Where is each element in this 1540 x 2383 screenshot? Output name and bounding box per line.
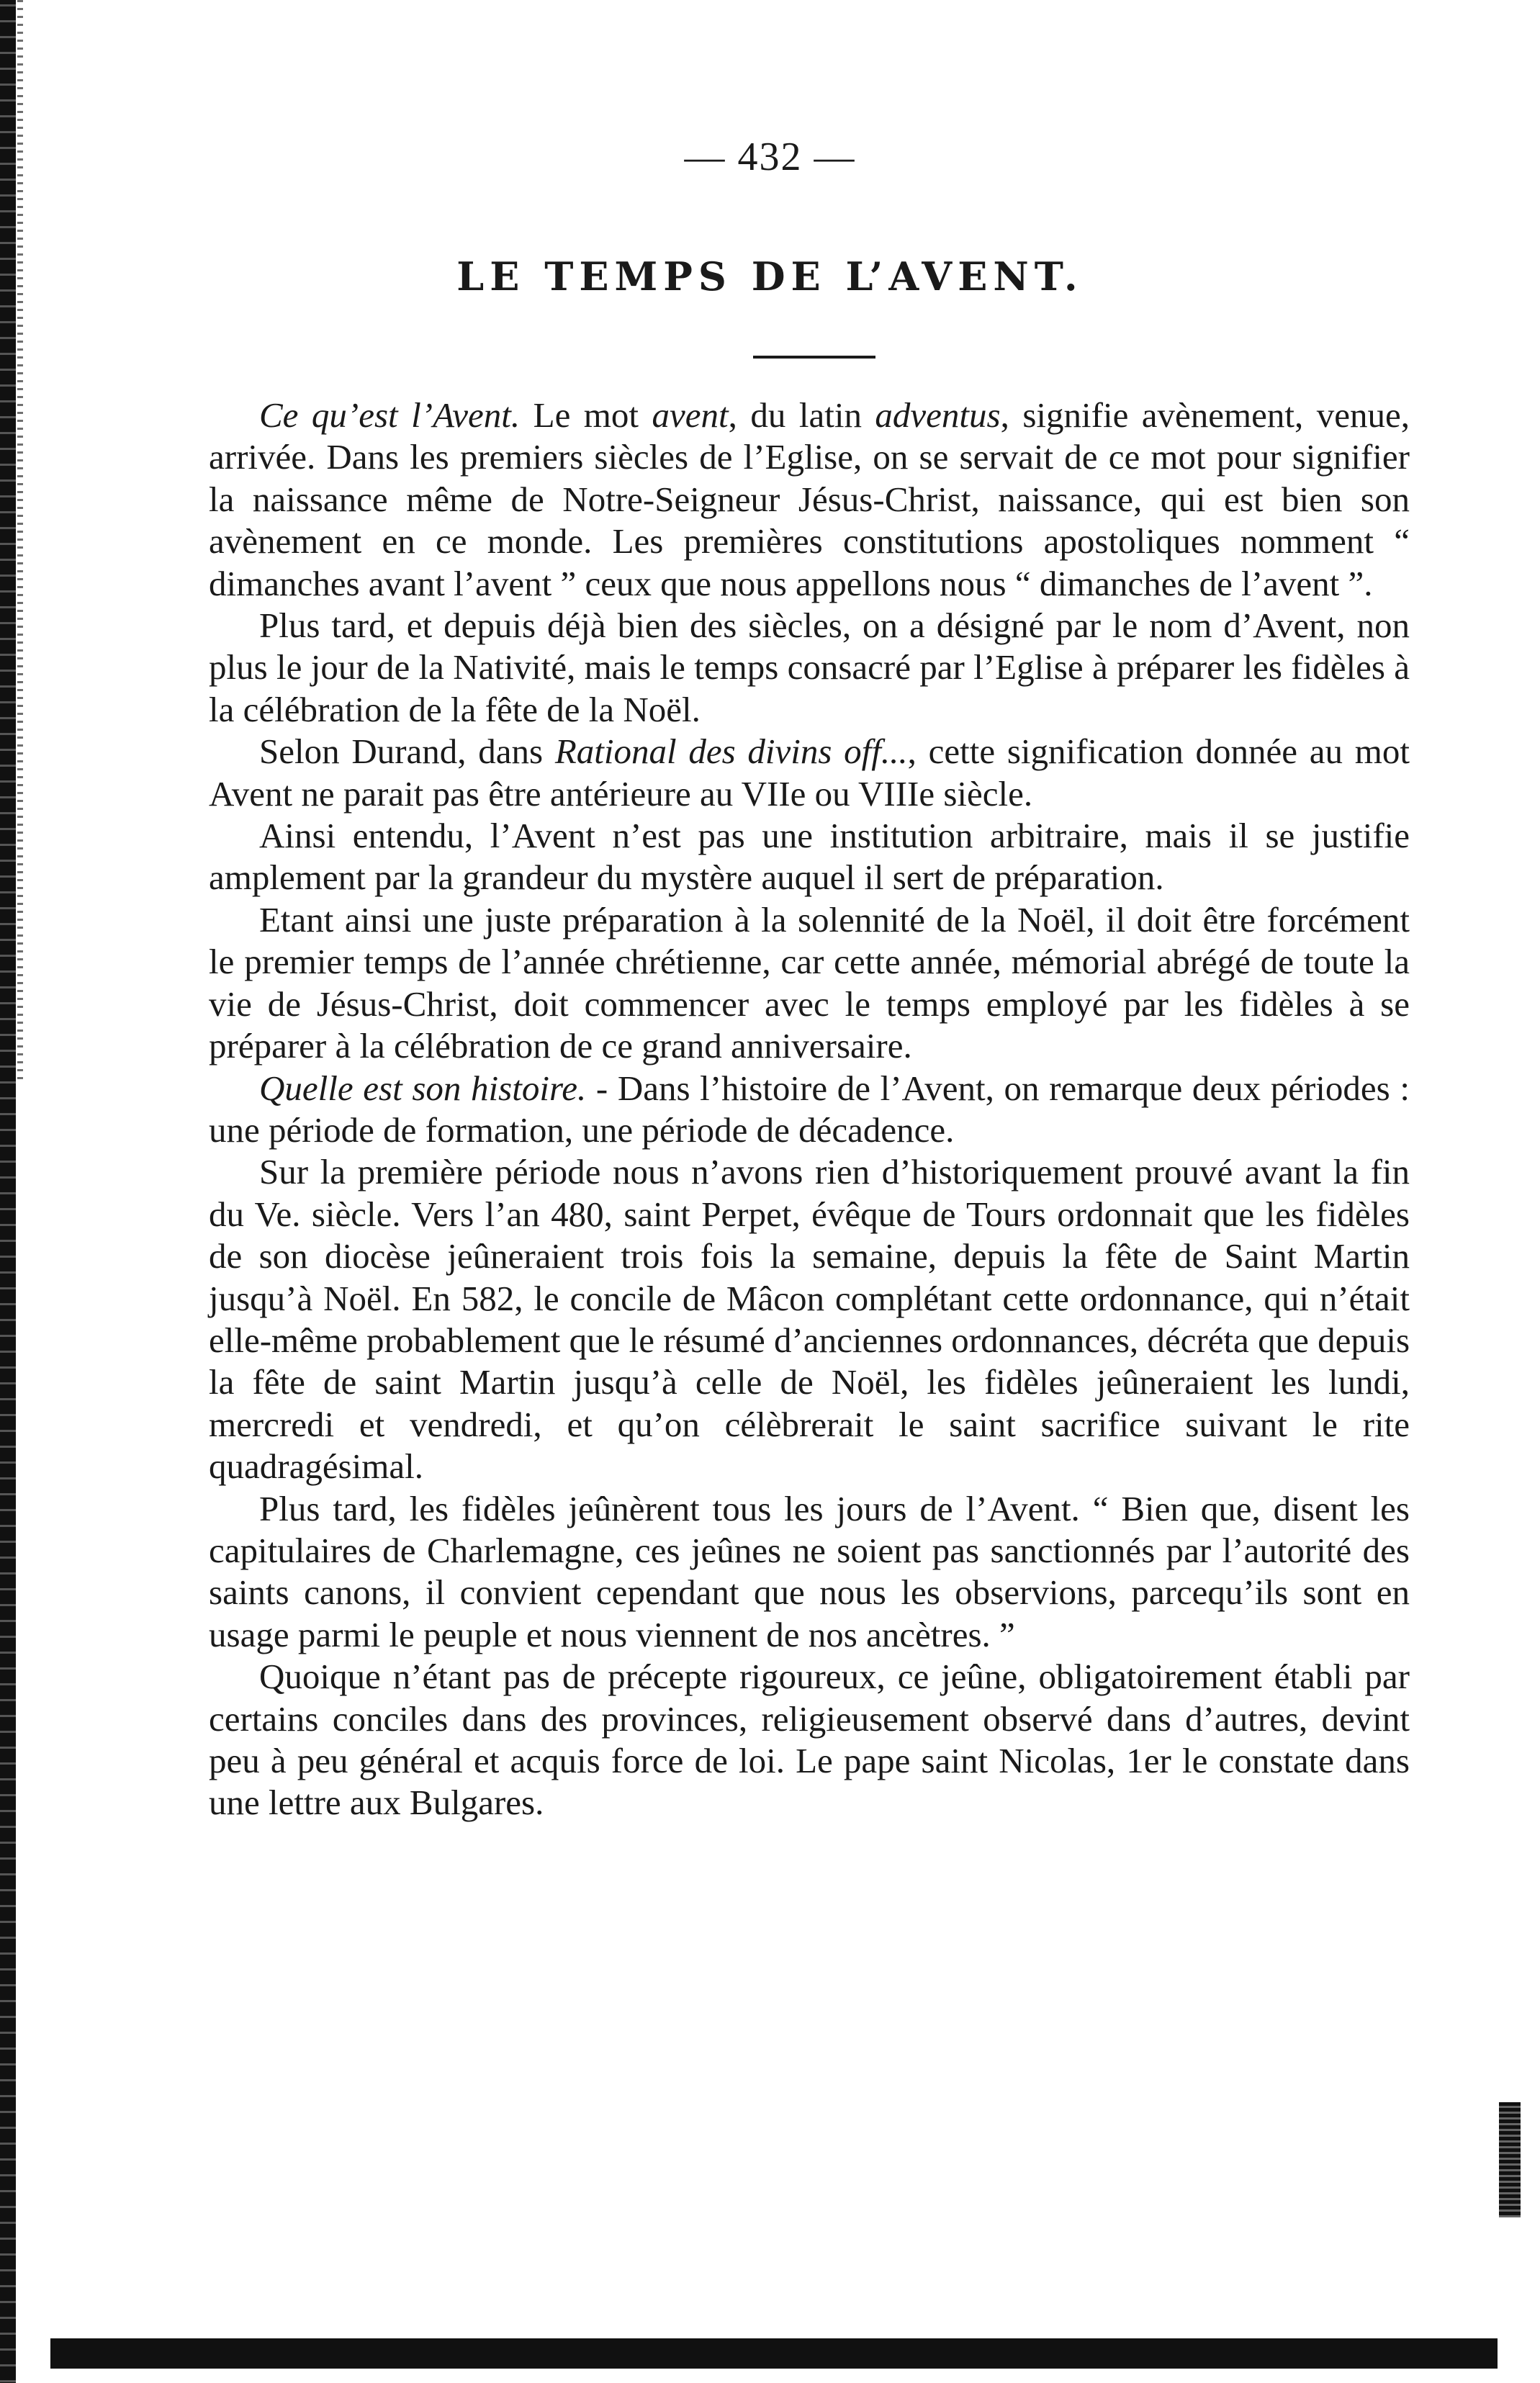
paragraph-history — [209, 1068, 1410, 1152]
title-divider — [753, 356, 875, 359]
paragraph-text: - Dans l’histoire de l’Avent, on remarque deux périodes : une période de formation, une période de décadence. — [209, 1068, 1410, 1150]
paragraph-first-period: Sur la première période nous n’avons rien d’historiquement prouvé avant la fin du Ve. siècle. Vers l’an 480, saint Perpet, évêque de Tours ordonnait que les fidèles de son diocèse jeûneraient trois fois la semaine, depuis la fête de Saint Martin jusqu’à Noël. En 582, le concile de Mâcon complétant cette ordonnance, qui n’était elle-même probablement que le résumé d’anciennes ordonnances, décréta que depuis la fête de saint Martin jusqu’à celle de Noël, les fidèles jeûneraient les lundi, mercredi et vendredi, et qu’on célèbrerait le saint sacrifice suivant le rite quadragésimal. — [209, 1152, 1410, 1487]
paragraph-text: , cette signification donnée au mot Avent ne parait pas être antérieure au VIIe ou VIIIe siècle. — [209, 731, 1410, 814]
body-text — [209, 395, 1410, 1824]
paragraph-nativity: Plus tard, et depuis déjà bien des siècles, on a désigné par le nom d’Avent, non plus le jour de la Nativité, mais le temps consacré par l’Eglise à préparer les fidèles à la célébration de la fête de la Noël. — [209, 605, 1410, 729]
scan-bottom-edge — [50, 2338, 1498, 2369]
paragraph-text: Le mot — [520, 395, 652, 435]
page-number: — 432 — — [684, 135, 856, 179]
paragraph-preparation: Etant ainsi une juste préparation à la solennité de la Noël, il doit être forcément le premier temps de l’année chrétienne, car cette année, mémorial abrégé de toute la vie de Jésus-Christ, doit commencer avec le temps employé par les fidèles à se préparer à la célébration de ce grand anniversaire. — [209, 899, 1410, 1066]
paragraph-fasting-law: Quoique n’étant pas de précepte rigoureux, ce jeûne, obligatoirement établi par certains conciles dans des provinces, religieusement observé dans d’autres, devint peu à peu général et acquis force de loi. Le pape saint Nicolas, 1er le constate dans une lettre aux Bulgares. — [209, 1657, 1410, 1823]
paragraph-charlemagne: Plus tard, les fidèles jeûnèrent tous les jours de l’Avent. “ Bien que, disent les capitulaires de Charlemagne, ces jeûnes ne soient pas sanctionnés par l’autorité des saints canons, il convient cependant que nous les observions, parcequ’ils sont en usage parmi le peuple et nous viennent de nos ancètres. ” — [209, 1488, 1410, 1654]
paragraph-text: Selon Durand, dans — [259, 731, 555, 772]
section-lead: Quelle est son histoire. — [259, 1068, 587, 1108]
paragraph-institution: Ainsi entendu, l’Avent n’est pas une institution arbitraire, mais il se justifie amplement par la grandeur du mystère auquel il sert de préparation. — [209, 816, 1410, 898]
scan-binding-edge — [0, 0, 16, 2383]
book-title: Rational des divins off... — [554, 731, 908, 772]
term-adventus: adventus — [875, 395, 1001, 435]
paragraph-durand — [209, 731, 1410, 815]
section-lead: Ce qu’est l’Avent. — [259, 395, 521, 435]
paragraph-text: , signifie avènement, venue, arrivée. Dans les premiers siècles de l’Eglise, on se servait de ce mot pour signifier la naissance même de Notre-Seigneur Jésus-Christ, naissance, qui est bien son avènement en ce monde. Les premières constitutions apostoliques nomment “ dimanches avant l’avent ” ceux que nous appellons nous “ dimanches de l’avent ”. — [209, 395, 1410, 603]
term-avent: avent — [652, 395, 729, 435]
page-title: LE TEMPS DE L’AVENT. — [456, 253, 1084, 299]
paragraph-text: , du latin — [728, 395, 875, 435]
paragraph-definition — [209, 395, 1410, 605]
scan-right-edge-mark — [1499, 2102, 1521, 2217]
